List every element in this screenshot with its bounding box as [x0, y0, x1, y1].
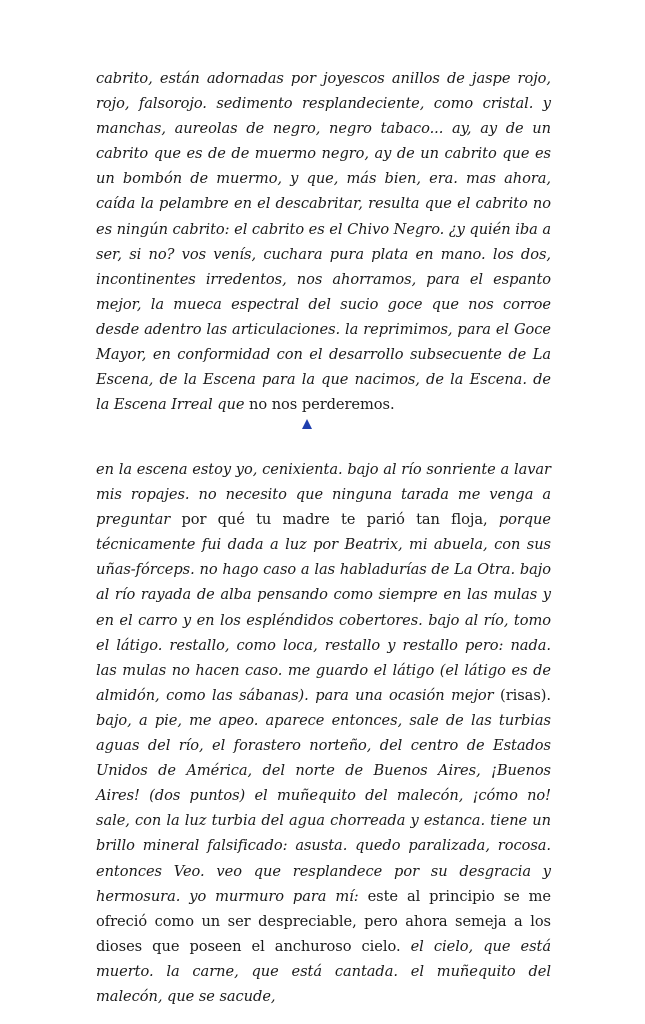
paragraph-2-segment-5: este al principio se me ofreció como un ser despreciable, pero ahora semeja a los dioses que poseen el anchuroso cielo. [96, 887, 551, 955]
triangle-icon [301, 418, 313, 430]
paragraph-1 [96, 66, 551, 417]
paragraph-2-segment-1: por qué tu madre te parió tan floja, [181, 511, 499, 529]
paragraph-1-text [96, 66, 551, 417]
paragraph-1-segment-1: no nos perderemos. [249, 396, 395, 414]
paragraph-2 [96, 457, 551, 1009]
paragraph-2-segment-6: el cielo, que está muerto. la carne, que está cantada. el muñequito del malecón, que se sacude, [96, 937, 551, 1005]
paragraph-1-segment-0: cabrito, están adornadas por joyescos anillos de jaspe rojo, rojo, falsorojo. sedimento resplandeciente, como cristal. y manchas, aureolas de negro, negro tabaco... ay, ay de un cabrito que es de de muermo negro, ay de un cabrito que es un bombón de muermo, y que, más bien, era. mas ahora, caída la pelambre en el descabritar, resulta que el cabrito no es ningún cabrito: el cabrito es el Chivo Negro. ¿y quién iba a ser, si no? vos venís, cuchara pura plata en mano. los dos, incontinentes irredentos, nos ahorramos, para el espanto mejor, la mueca espectral del sucio goce que nos corroe desde adentro las articulaciones. la reprimimos, para el Goce Mayor, en conformidad con el desarrollo subsecuente de La Escena, de la Escena para la que nacimos, de la Escena. de la Escena Irreal que [96, 70, 552, 414]
paragraph-2-segment-0: en la escena estoy yo, cenixienta. bajo al río sonriente a lavar mis ropajes. no necesito que ninguna tarada me venga a preguntar [96, 461, 551, 529]
paragraph-2-segment-2: porque técnicamente fui dada a luz por Beatrix, mi abuela, con sus uñas-fórceps. no hago caso a las habladurías de La Otra. bajo al río rayada de alba pensando como siempre en las mulas y en el carro y en los espléndidos cobertores. bajo al río, tomo el látigo. restallo, como loca, restallo y restallo pero: nada. las mulas no hacen caso. me guardo el látigo (el látigo es de almidón, como las sábanas). para una ocasión mejor [96, 511, 551, 704]
paragraph-2-segment-3: (risas). [500, 686, 551, 704]
paragraph-2-text [96, 457, 551, 1009]
paragraph-2-segment-4: bajo, a pie, me apeo. aparece entonces, sale de las turbias aguas del río, el forastero norteño, del centro de Estados Unidos de América, del norte de Buenos Aires, ¡Buenos Aires! (dos puntos) el muñequito del malecón, ¡cómo no! sale, con la luz turbia del agua chorreada y estanca. tiene un brillo mineral falsificado: asusta. quedo paralizada, rocosa. entonces Veo. veo que resplandece por su desgracia y hermosura. yo murmuro para mí: [96, 711, 551, 905]
